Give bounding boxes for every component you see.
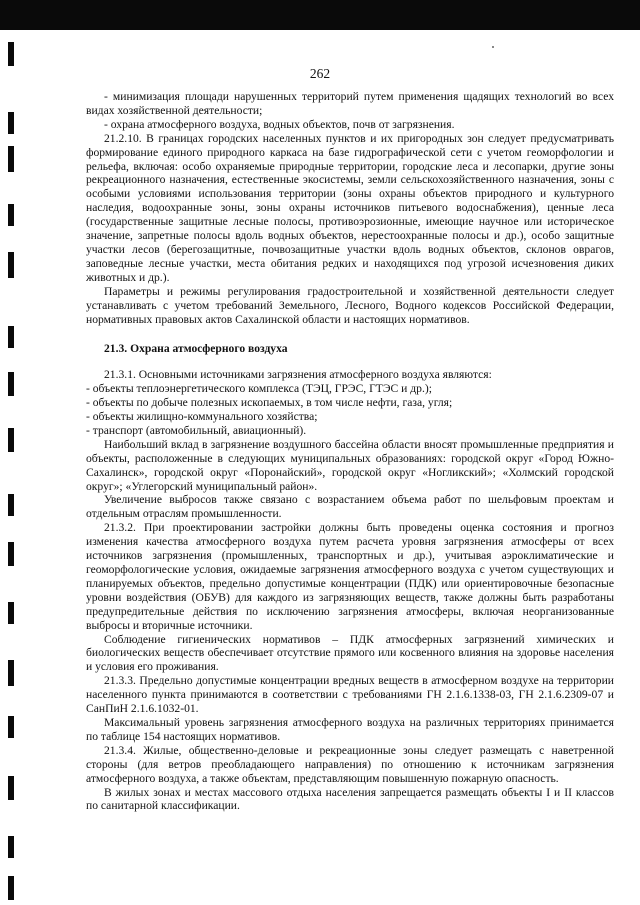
paragraph: - охрана атмосферного воздуха, водных объектов, почв от загрязнения. xyxy=(104,117,455,131)
binder-hole-mark xyxy=(8,494,14,516)
paragraph: 21.3.4. Жилые, общественно-деловые и рекреационные зоны следует размещать с наветренной стороны (для ветров преобладающего направления) по отношению к источникам загрязнения атмосферного воздуха, а также объектам, представляющим повышенную пожарную опасность. xyxy=(86,743,614,785)
binder-hole-mark xyxy=(8,836,14,858)
binder-hole-mark xyxy=(8,716,14,738)
list-item: - объекты жилищно-коммунального хозяйства; xyxy=(86,410,318,424)
paragraph: 21.3.1. Основными источниками загрязнения атмосферного воздуха являются: xyxy=(104,368,492,382)
section-heading: 21.3. Охрана атмосферного воздуха xyxy=(104,342,288,356)
binder-hole-mark xyxy=(8,252,14,278)
paragraph: 21.2.10. В границах городских населенных пунктов и их пригородных зон следует предусматривать формирование единого природного каркаса на базе гидрографической сети с учетом геоморфологии и рельефа, включая: особо охраняемые природные территории, городские леса и лесопарки, другие зоны рекреационного назначения, естественные экосистемы, земли сельскохозяйственного назначения, зоны с особыми условиями использования территории (зоны охраны объектов природного и культурного наследия, водоохранные зоны, зоны охраны источников питьевого водоснабжения), ценные леса (государственные защитные лесные полосы, противоэрозионные, имеющие научное или историческое значение, запретные полосы вдоль водных объектов, нерестоохранные полосы и др.), особо защитные участки лесов (берегозащитные, почвозащитные участки вдоль водных объектов, склонов оврагов, заповедные лесные участки, места обитания редких и находящихся под угрозой исчезновения диких животных и др.). xyxy=(86,131,614,284)
binder-hole-mark xyxy=(8,112,14,134)
paragraph: Соблюдение гигиенических нормативов – ПДК атмосферных загрязнений химических и биологических веществ обеспечивает отсутствие прямого или косвенного влияния на здоровье населения и условия его проживания. xyxy=(86,632,614,674)
list-item: - транспорт (автомобильный, авиационный). xyxy=(86,423,307,437)
binder-hole-mark xyxy=(8,776,14,800)
paragraph: Наибольший вклад в загрязнение воздушного бассейна области вносят промышленные предприятия и объекты, расположенные в следующих муниципальных образованиях: городской округ «Город Южно-Сахалинск», городской округ «Поронайский», городской округ «Ногликский»; «Холмский городской округ»; «Углегорский муниципальный район». xyxy=(86,437,614,493)
binder-hole-mark xyxy=(8,146,14,172)
binder-hole-mark xyxy=(8,602,14,624)
binder-hole-mark xyxy=(8,372,14,396)
list-item: - объекты теплоэнергетического комплекса (ТЭЦ, ГРЭС, ГТЭС и др.); xyxy=(86,382,432,396)
scan-speck xyxy=(492,46,494,48)
binder-hole-mark xyxy=(8,660,14,686)
paragraph: Параметры и режимы регулирования градостроительной и хозяйственной деятельности следует устанавливать с учетом требований Земельного, Лесного, Водного кодексов Российской Федерации, нормативных правовых актов Сахалинской области и настоящих нормативов. xyxy=(86,284,614,326)
page-number: 262 xyxy=(309,66,331,81)
paragraph: 21.3.2. При проектировании застройки должны быть проведены оценка состояния и прогноз изменения качества атмосферного воздуха путем расчета уровня загрязнения атмосферы от всех источников загрязнения (промышленных, транспортных и др.), учитывая аэроклиматические и геоморфологические условия, ожидаемые загрязнения атмосферного воздуха с учетом существующих и планируемых объектов, предельно допустимые концентрации (ПДК) или ориентировочные безопасные уровни воздействия (ОБУВ) для каждого из загрязняющих веществ, также должны быть разработаны предупредительные действия по исключению загрязнения атмосферы, включая неорганизованные выбросы и вторичные источники. xyxy=(86,521,614,632)
binder-hole-mark xyxy=(8,542,14,566)
binder-hole-mark xyxy=(8,428,14,452)
binder-hole-mark xyxy=(8,42,14,66)
binder-hole-mark xyxy=(8,204,14,226)
paragraph: В жилых зонах и местах массового отдыха населения запрещается размещать объекты I и II классов по санитарной классификации. xyxy=(86,785,614,813)
paragraph: 21.3.3. Предельно допустимые концентрации вредных веществ в атмосферном воздухе на территории населенного пункта принимаются в соответствии с требованиями ГН 2.1.6.1338-03, ГН 2.1.6.2309-07 и СанПиН 2.1.6.1032-01. xyxy=(86,674,614,716)
paragraph: Максимальный уровень загрязнения атмосферного воздуха на различных территориях принимается по таблице 154 настоящих нормативов. xyxy=(86,715,614,743)
scan-top-border xyxy=(0,0,640,30)
list-item: - объекты по добыче полезных ископаемых, в том числе нефти, газа, угля; xyxy=(86,396,453,410)
paragraph: - минимизация площади нарушенных территорий путем применения щадящих технологий во всех видах хозяйственной деятельности; xyxy=(86,90,614,117)
binder-hole-mark xyxy=(8,326,14,348)
document-body xyxy=(86,90,614,813)
paragraph: Увеличение выбросов также связано с возрастанием объема работ по шельфовым проектам и отдельным отраслям промышленности. xyxy=(86,493,614,521)
binder-hole-mark xyxy=(8,876,14,900)
